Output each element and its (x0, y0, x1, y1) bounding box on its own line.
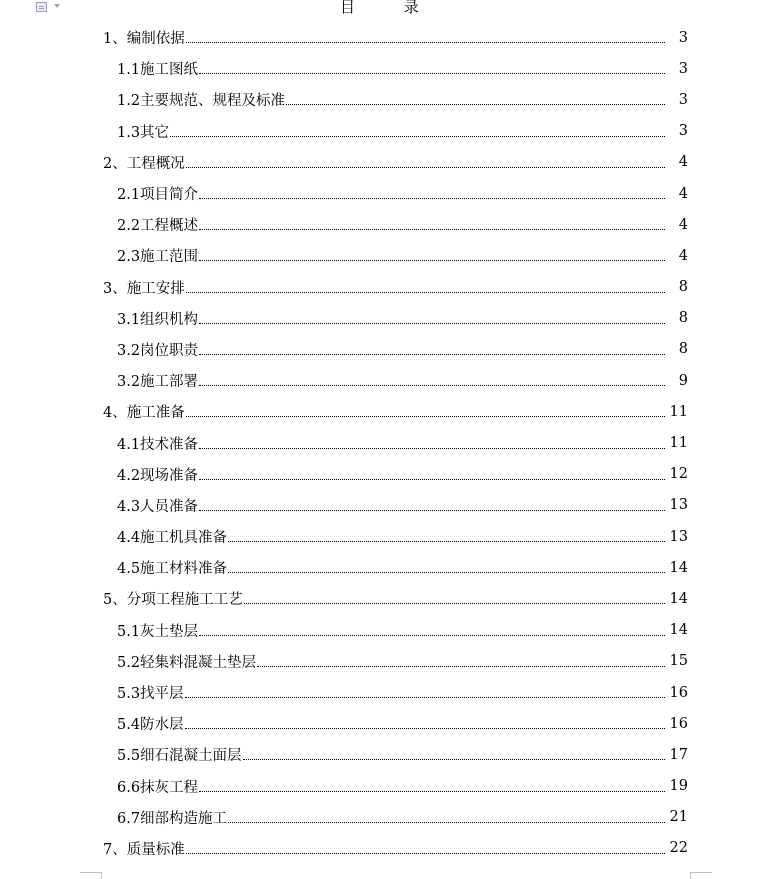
dot-leader (199, 436, 665, 449)
dot-leader (199, 248, 665, 261)
toc-entry-title: 1.1施工图纸 (117, 62, 199, 79)
toc-entry-page-number: 3 (678, 123, 688, 140)
toc-entry-page-number: 8 (678, 310, 688, 327)
toc-entry-page-number: 17 (669, 746, 688, 763)
dot-leader (257, 654, 665, 667)
toc-entry-title: 5.1灰土垫层 (117, 623, 199, 640)
toc-entry-page-number: 14 (669, 622, 688, 639)
toc-entry[interactable] (0, 646, 781, 677)
toc-entry-title: 3.1组织机构 (117, 311, 199, 328)
dot-leader (185, 716, 665, 729)
dot-leader (186, 841, 665, 854)
toc-entry[interactable] (0, 365, 781, 396)
dot-leader (199, 217, 665, 230)
toc-entry-title: 4.1技术准备 (117, 436, 199, 453)
page-corner-mark-right (690, 872, 712, 879)
toc-entry-title: 4.4施工机具准备 (117, 530, 228, 547)
dot-leader (199, 467, 665, 480)
toc-entry-title: 5.3找平层 (117, 686, 184, 703)
toc-entry-page-number: 11 (669, 403, 688, 420)
dot-leader (228, 810, 665, 823)
toc-entry-page-number: 13 (669, 528, 688, 545)
toc-entry-page-number: 14 (669, 590, 688, 607)
dot-leader (199, 311, 665, 324)
toc-entry[interactable] (0, 178, 781, 209)
document-icon[interactable] (36, 2, 47, 12)
dot-leader (228, 560, 665, 573)
toc-entry-page-number: 14 (669, 559, 688, 576)
dot-leader (228, 529, 665, 542)
toc-entry-page-number: 16 (669, 715, 688, 732)
toc-entry[interactable] (0, 396, 781, 427)
toc-entry-page-number: 11 (669, 435, 688, 452)
dot-leader (199, 373, 665, 386)
toc-entry[interactable] (0, 739, 781, 770)
toc-entry-page-number: 15 (669, 653, 688, 670)
dot-leader (185, 685, 665, 698)
dot-leader (243, 747, 665, 760)
toc-entry[interactable] (0, 116, 781, 147)
toc-entry-page-number: 16 (669, 684, 688, 701)
toc-entry[interactable] (0, 615, 781, 646)
toc-entry-title: 5.5细石混凝土面层 (117, 748, 242, 765)
toc-entry[interactable] (0, 303, 781, 334)
toc-entry-page-number: 4 (678, 216, 688, 233)
toc-entry-title: 3.2施工部署 (117, 374, 199, 391)
toc-entry[interactable] (0, 583, 781, 614)
dropdown-caret-icon[interactable] (54, 4, 60, 8)
toc-entry-page-number: 19 (669, 778, 688, 795)
toc-entry-page-number: 3 (678, 29, 688, 46)
dot-leader (186, 30, 665, 43)
dot-leader (186, 280, 665, 293)
toc-entry[interactable] (0, 833, 781, 864)
toc-entry-title: 1.2主要规范、规程及标准 (117, 93, 286, 110)
toc-entry-title: 6.6抹灰工程 (117, 779, 199, 796)
toc-entry-title: 6.7细部构造施工 (117, 810, 228, 827)
toc-entry[interactable] (0, 147, 781, 178)
toc-entry[interactable] (0, 427, 781, 458)
toc-entry-page-number: 4 (678, 185, 688, 202)
toc-entry-page-number: 8 (678, 341, 688, 358)
toc-entry-page-number: 4 (678, 247, 688, 264)
toc-entry[interactable] (0, 802, 781, 833)
toc-entry-title: 5、分项工程施工工艺 (103, 592, 243, 609)
toc-entry[interactable] (0, 490, 781, 521)
toc-entry[interactable] (0, 84, 781, 115)
toc-entry-page-number: 3 (678, 60, 688, 77)
dot-leader (186, 155, 665, 168)
toc-entry[interactable] (0, 240, 781, 271)
toc-entry-page-number: 3 (678, 91, 688, 108)
toc-entry[interactable] (0, 708, 781, 739)
toc-entry-title: 2.1项目简介 (117, 187, 199, 204)
toc-entry[interactable] (0, 22, 781, 53)
toc-entry[interactable] (0, 53, 781, 84)
toc-entry[interactable] (0, 459, 781, 490)
toc-entry-title: 2、工程概况 (103, 155, 185, 172)
toc-entry-title: 4.2现场准备 (117, 467, 199, 484)
dot-leader (170, 124, 665, 137)
toc-entry-title: 4、施工准备 (103, 405, 185, 422)
toc-entry-title: 5.4防水层 (117, 717, 184, 734)
toc-entry-title: 2.3施工范围 (117, 249, 199, 266)
dot-leader (286, 92, 665, 105)
toc-entry-title: 3.2岗位职责 (117, 342, 199, 359)
toc-entry-title: 7、质量标准 (103, 841, 185, 858)
toc-entry[interactable] (0, 521, 781, 552)
dot-leader (186, 404, 665, 417)
toc-entry-title: 1.3其它 (117, 124, 170, 141)
toc-entry-page-number: 9 (678, 372, 688, 389)
toc-list (0, 22, 781, 864)
toc-entry-title: 2.2工程概述 (117, 218, 199, 235)
toc-entry-title: 4.3人员准备 (117, 498, 199, 515)
dot-leader (244, 591, 665, 604)
toc-entry-page-number: 21 (669, 809, 688, 826)
page-corner-mark-left (80, 872, 102, 879)
toc-entry-page-number: 8 (678, 279, 688, 296)
toc-entry[interactable] (0, 209, 781, 240)
toc-entry[interactable] (0, 552, 781, 583)
dot-leader (199, 61, 665, 74)
toc-title: 目 录 (340, 0, 441, 16)
toc-entry-page-number: 22 (669, 840, 688, 857)
dot-leader (199, 342, 665, 355)
dot-leader (199, 779, 665, 792)
dot-leader (199, 498, 665, 511)
dot-leader (199, 186, 665, 199)
toc-entry-title: 1、编制依据 (103, 31, 185, 48)
toc-entry[interactable] (0, 677, 781, 708)
toc-entry[interactable] (0, 334, 781, 365)
toc-entry-title: 5.2轻集料混凝土垫层 (117, 654, 257, 671)
toc-entry[interactable] (0, 771, 781, 802)
dot-leader (199, 623, 665, 636)
toc-entry[interactable] (0, 272, 781, 303)
toc-entry-page-number: 13 (669, 497, 688, 514)
toc-entry-title: 3、施工安排 (103, 280, 185, 297)
toc-entry-page-number: 4 (678, 154, 688, 171)
toc-entry-page-number: 12 (669, 466, 688, 483)
toc-entry-title: 4.5施工材料准备 (117, 561, 228, 578)
